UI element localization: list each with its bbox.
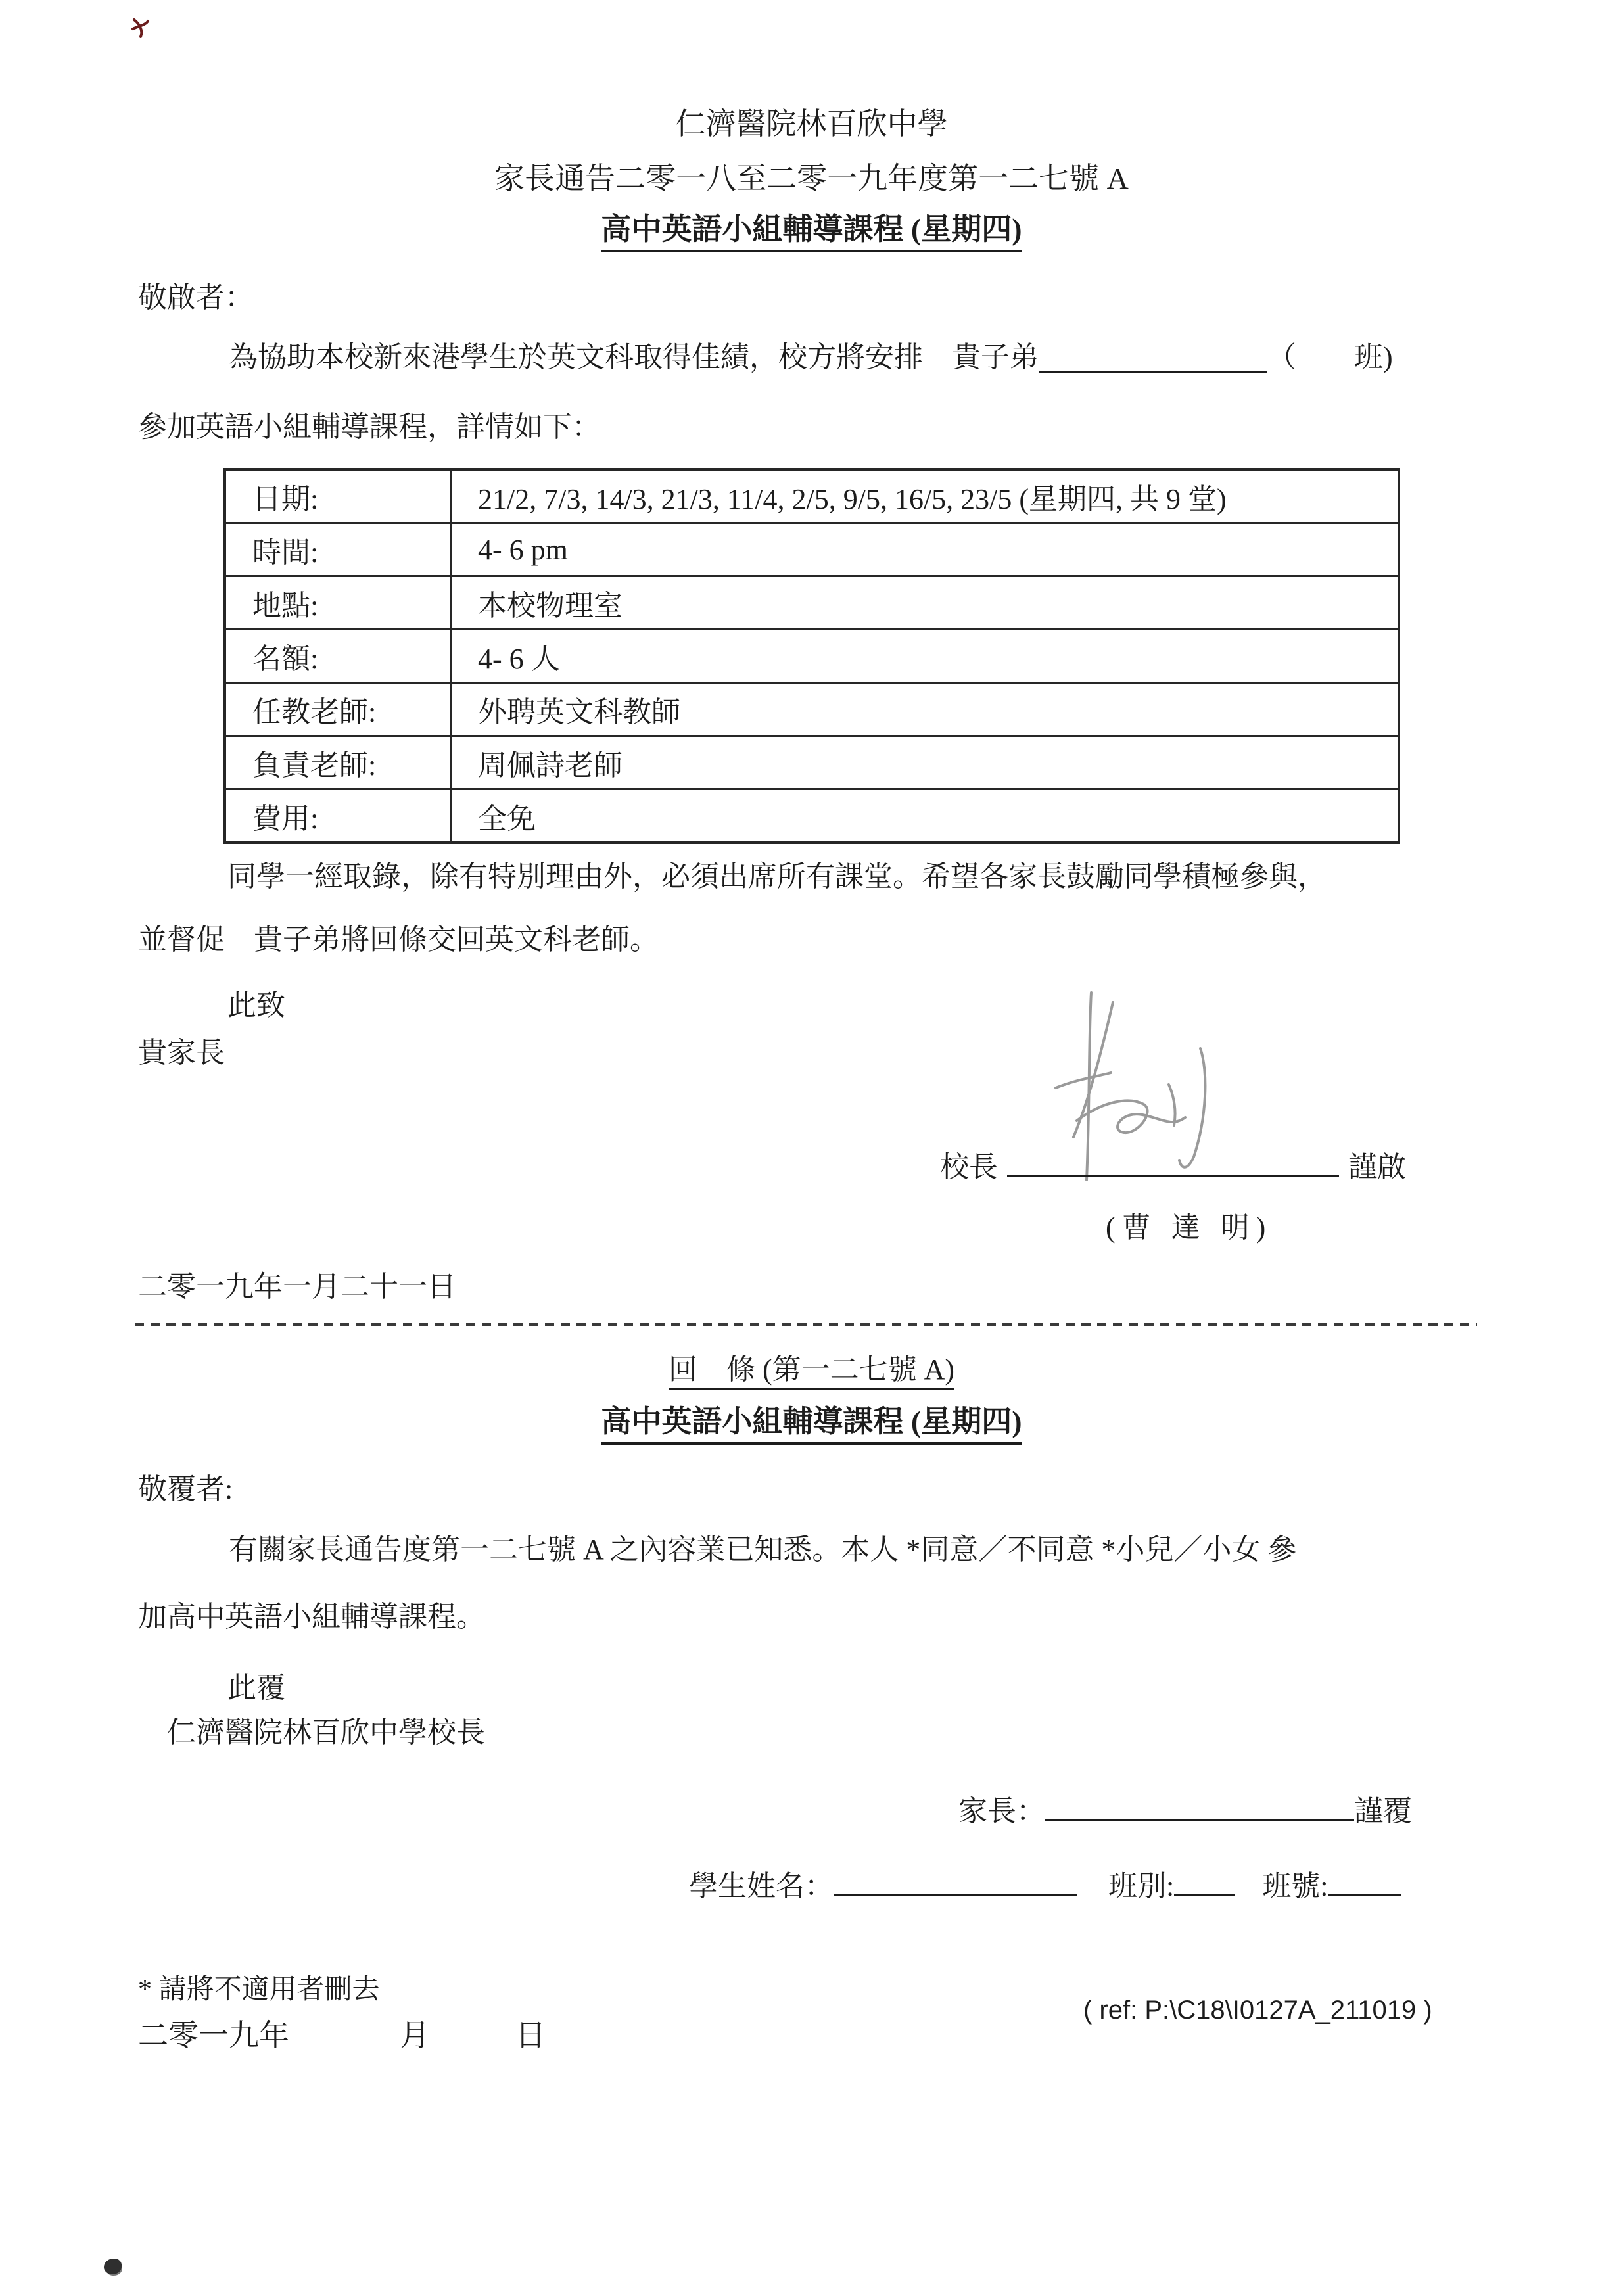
- table-row: [225, 469, 1399, 523]
- row-label: 名額:: [225, 630, 451, 683]
- class-label: 班別:: [1108, 1870, 1175, 1902]
- para1-line1: [229, 339, 1393, 375]
- parent-label: 家長：: [958, 1795, 1045, 1827]
- row-value: 全免: [451, 789, 1400, 843]
- reply-para-line2: 加高中英語小組輔導課程。: [138, 1601, 485, 1633]
- reply-date-month: 月: [400, 2019, 430, 2052]
- table-row: [225, 630, 1399, 683]
- row-value: 4- 6 pm: [451, 523, 1400, 576]
- notice-title-wrap: [0, 210, 1623, 248]
- table-row: [225, 576, 1399, 630]
- class-blank-gap: [1296, 366, 1354, 367]
- table-row: [225, 523, 1399, 576]
- principal-name: (曹 達 明): [1106, 1211, 1273, 1244]
- reply-date-day: 日: [515, 2019, 546, 2052]
- student-name-label: 學生姓名：: [689, 1870, 834, 1902]
- table-row: [225, 683, 1399, 736]
- row-label: 日期:: [225, 469, 451, 523]
- reply-closing: 此覆: [227, 1672, 285, 1704]
- row-label: 任教老師:: [225, 683, 451, 736]
- child-name-blank: [1039, 363, 1267, 373]
- notice-number-line: 家長通告二零一八至二零一九年度第一二七號 A: [494, 162, 1129, 195]
- row-label: 時間:: [225, 523, 451, 576]
- row-value: 4- 6 人: [451, 630, 1400, 683]
- scan-artifact-bottom-left: [104, 2259, 122, 2274]
- parent-signature-line: [1045, 1811, 1354, 1821]
- principal-signoff: 謹啟: [1348, 1151, 1406, 1183]
- cut-dashed-line: [135, 1323, 1477, 1326]
- scan-artifact-top-left: [130, 17, 150, 39]
- class-paren-text: 班): [1354, 341, 1393, 373]
- reply-date-gap2: [430, 2045, 515, 2046]
- row-value: 本校物理室: [451, 576, 1400, 630]
- table-row: [225, 736, 1399, 789]
- class-line: [1174, 1886, 1235, 1896]
- student-name-line: [834, 1886, 1077, 1896]
- reply-slip-title: 回 條 (第一二七號 A): [669, 1353, 954, 1390]
- school-name: 仁濟醫院林百欣中學: [675, 107, 948, 141]
- class-number-label: 班號:: [1262, 1870, 1329, 1902]
- row-label: 負責老師:: [225, 736, 451, 789]
- closing-cihzhi: 此致: [227, 989, 285, 1021]
- reply-course-title: 高中英語小組輔導課程 (星期四): [601, 1405, 1022, 1445]
- class-number-line: [1328, 1886, 1401, 1896]
- principal-sign-row: [940, 1149, 1406, 1185]
- row-value: 21/2, 7/3, 14/3, 21/3, 11/4, 2/5, 9/5, 16/5, 23/5 (星期四, 共 9 堂): [451, 469, 1400, 523]
- closing-to-parents: 貴家長: [138, 1037, 225, 1069]
- table-row: [225, 789, 1399, 843]
- row-value: 周佩詩老師: [451, 736, 1400, 789]
- footnote-delete-inapplicable: * 請將不適用者刪去: [138, 1975, 380, 2005]
- reply-date-row: [138, 2017, 546, 2055]
- row-label: 地點:: [225, 576, 451, 630]
- student-info-row: [689, 1868, 1401, 1904]
- notice-title: 高中英語小組輔導課程 (星期四): [601, 212, 1022, 252]
- course-details-table: [223, 468, 1400, 844]
- reply-salutation: 敬覆者:: [138, 1473, 233, 1505]
- para2-line2: 並督促 貴子弟將回條交回英文科老師。: [138, 924, 659, 956]
- para2-line1: 同學一經取錄，除有特別理由外，必須出席所有課堂。希望各家長鼓勵同學積極參與，: [227, 860, 1327, 893]
- open-paren: （: [1267, 341, 1296, 373]
- para1-line1-text: 為協助本校新來港學生於英文科取得佳績，校方將安排 貴子弟: [229, 341, 1039, 373]
- notice-date: 二零一九年一月二十一日: [138, 1271, 456, 1303]
- parent-sign-row: [958, 1793, 1412, 1829]
- reply-date-gap1: [289, 2045, 400, 2046]
- principal-label: 校長: [940, 1151, 998, 1183]
- reply-para-line1: 有關家長通告度第一二七號 A 之內容業已知悉。本人 *同意／不同意 *小兒／小女 參: [229, 1534, 1297, 1566]
- salutation: 敬啟者：: [138, 281, 254, 314]
- para1-line2: 參加英語小組輔導課程，詳情如下：: [138, 411, 601, 443]
- file-ref: ( ref: P:\C18\I0127A_211019 ): [1083, 1996, 1432, 2025]
- principal-signature-line: [1007, 1167, 1339, 1177]
- reply-closing-to-principal: 仁濟醫院林百欣中學校長: [167, 1716, 485, 1748]
- reply-title2-wrap: [0, 1403, 1623, 1441]
- parent-signoff: 謹覆: [1354, 1795, 1412, 1827]
- reply-title1-wrap: [0, 1351, 1623, 1388]
- row-label: 費用:: [225, 789, 451, 843]
- row-value: 外聘英文科教師: [451, 683, 1400, 736]
- reply-date-year: 二零一九年: [138, 2019, 289, 2052]
